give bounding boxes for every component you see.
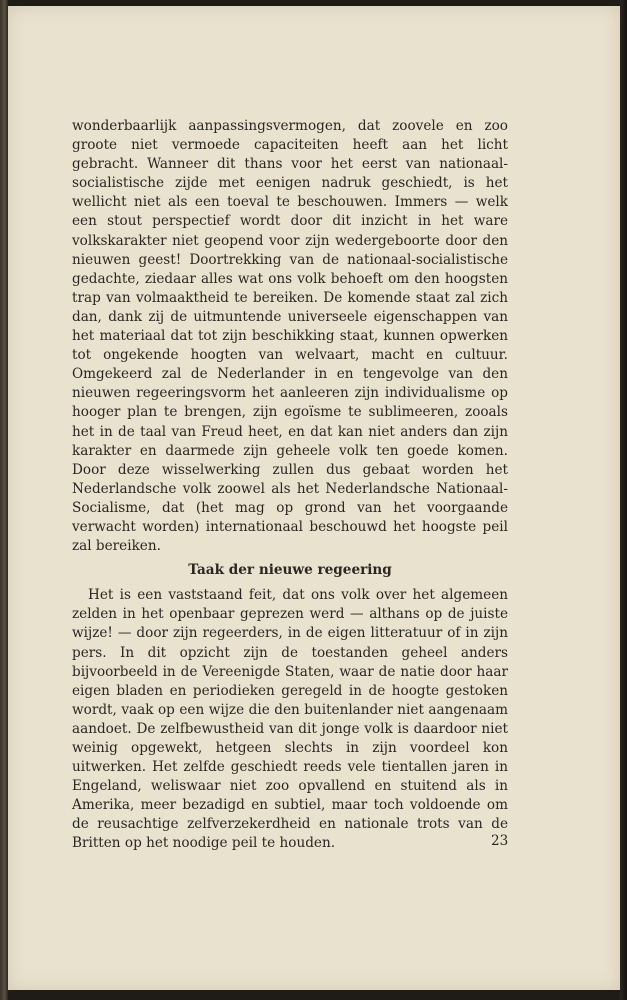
book-binding-edge [0, 0, 8, 1000]
page-number: 23 [491, 833, 509, 849]
paragraph-section: Het is een vaststaand feit, dat ons volk over het algemeen zelden in het openbaar geprezen werd — althans op de juiste wijze! — door zijn regeerders, in de eigen litteratuur of in zijn pers. In dit opzicht zijn de toestanden geheel anders bijvoorbeeld in de Vereenigde Staten, waar de natie door haar eigen bladen en periodieken geregeld in de hoogte gestoken wordt, vaak op een wijze die den buitenlander niet aangenaam aandoet. De zelfbewustheid van dit jonge volk is daardoor niet weinig opgewekt, hetgeen slechts in zijn voordeel kon uitwerken. Het zelfde geschiedt reeds vele tientallen jaren in Engeland, weliswaar niet zoo opvallend en stuitend als in Amerika, meer bezadigd en subtiel, maar toch voldoende om de reusachtige zelfverzekerdheid en nationale trots van de Britten op het noodige peil te houden. [72, 587, 508, 852]
section-heading: Taak der nieuwe regeering [188, 562, 392, 579]
body-text [72, 117, 508, 854]
paragraph-continued: wonderbaarlijk aanpassingsvermogen, dat zoovele en zoo groote niet vermoede capaciteiten heeft aan het licht gebracht. Wanneer dit thans voor het eerst van nationaal-socialistische zijde met eenigen nadruk geschiedt, is het wellicht niet als een toeval te beschouwen. Immers — welk een stout perspectief wordt door dit inzicht in het ware volkskarakter niet geopend voor zijn wedergeboorte door den nieuwen geest! Doortrekking van de nationaal-socialistische gedachte, ziedaar alles wat ons volk behoeft om den hoogsten trap van volmaaktheid te bereiken. De komende staat zal zich dan, dank zij de uitmuntende universeele eigenschappen van het materiaal dat tot zijn beschikking staat, kunnen opwerken tot ongekende hoogten van welvaart, macht en cultuur. Omgekeerd zal de Nederlander in en tengevolge van den nieuwen regeeringsvorm het aanleeren zijn individualisme op hooger plan te brengen, zijn egoïsme te sublimeeren, zooals het in de taal van Freud heet, en dat kan niet anders dan zijn karakter en daarmede zijn geheele volk ten goede komen. Door deze wisselwerking zullen dus gebaat worden het Nederlandsche volk zoowel als het Nederlandsche Nationaal-Socialisme, dat (het mag op grond van het voorgaande verwacht worden) internationaal beschouwd het hoogste peil zal bereiken. [72, 118, 508, 555]
page-right-edge [620, 0, 627, 1000]
